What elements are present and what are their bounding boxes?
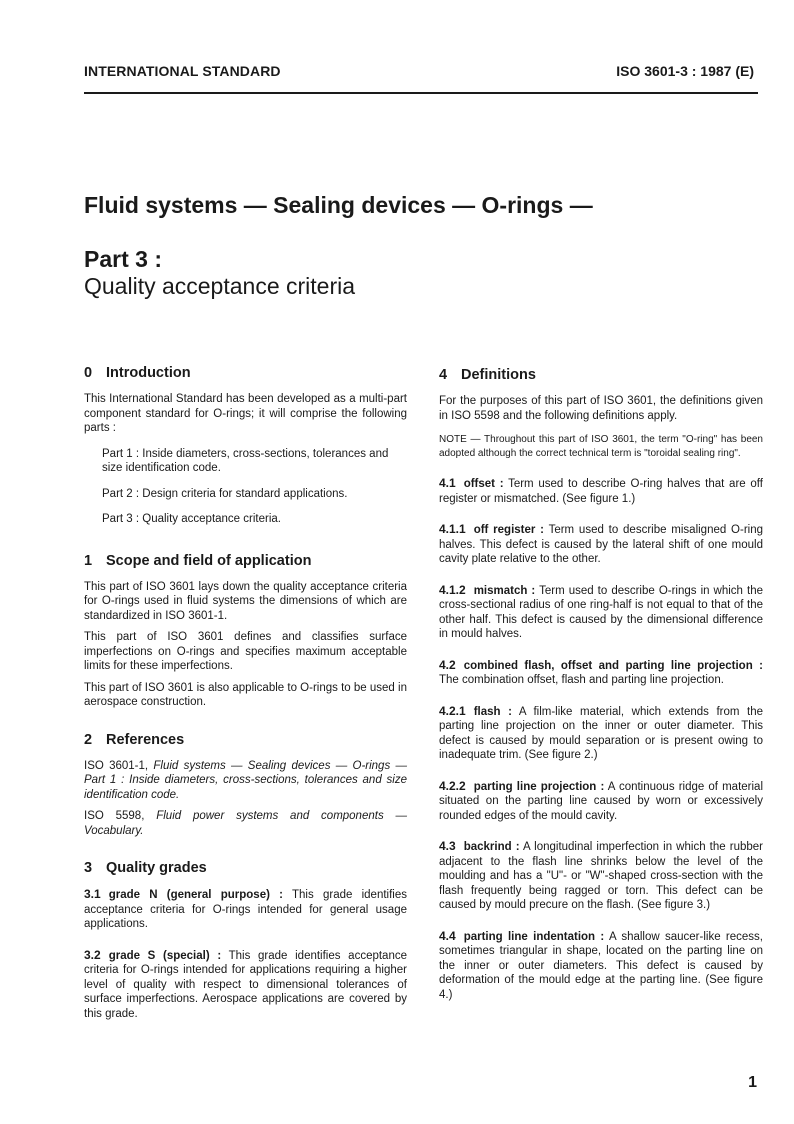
intro-paragraph: This International Standard has been developed as a multi-part component standard for O-rings; it will comprise the following parts : bbox=[84, 393, 407, 434]
intro-part-2: Part 2 : Design criteria for standard applications. bbox=[102, 487, 348, 500]
definition-combined-flash: 4.2 combined flash, offset and parting line projection : The combination offset, flash and parting line projection. bbox=[439, 657, 763, 686]
scope-paragraph-2: This part of ISO 3601 defines and classifies surface imperfections on O-rings and specifies maximum acceptable limits for these imperfections. bbox=[84, 631, 407, 672]
section-heading-introduction: 0 Introduction bbox=[84, 365, 191, 381]
scope-paragraph-1: This part of ISO 3601 lays down the quality acceptance criteria for O-rings used in fluid systems the dimensions of which are standardized in ISO 3601-1. bbox=[84, 580, 407, 622]
definition-parting-line-indentation: 4.4 parting line indentation : A shallow saucer-like recess, sometimes triangular in shape, located on the parting line on the inner or outer diameters. This defect is caused by deformation of the mould edge at the parting line. (See figure 4.) bbox=[439, 928, 763, 1001]
definition-offset: 4.1 offset : Term used to describe O-ring halves that are off register or mismatched. (See figure 1.) bbox=[439, 476, 763, 505]
section-heading-references: 2 References bbox=[84, 731, 185, 748]
scope-paragraph-3: This part of ISO 3601 is also applicable to O-rings to be used in aerospace construction. bbox=[84, 681, 407, 708]
spacer bbox=[84, 538, 407, 552]
definition-flash: 4.2.1 flash : A film-like material, which extends from the parting line projection on the inner or outer diameter. This defect is caused by mould separation or is present owing to inadequate trim. (See figure 2.) bbox=[439, 703, 763, 761]
document-title: Fluid systems — Sealing devices — O-rings — bbox=[84, 192, 593, 218]
definitions-note: NOTE — Throughout this part of ISO 3601, the term "O-ring" has been adopted although the correct technical term is "toroidal sealing ring". bbox=[439, 434, 763, 459]
spacer bbox=[84, 845, 407, 859]
intro-part-1: Part 1 : Inside diameters, cross-sections, tolerances and size identification code. bbox=[102, 447, 389, 474]
grade-s-definition: 3.2 grade S (special) : This grade identifies acceptance criteria for O-rings intended for applications requiring a higher level of quality with respect to dimensional tolerances of surface imperfections. Aerospace applications are covered by this grade. bbox=[84, 947, 407, 1020]
section-heading-definitions: 4 Definitions bbox=[439, 367, 536, 383]
intro-part-3: Part 3 : Quality acceptance criteria. bbox=[102, 513, 281, 525]
grade-n-definition: 3.1 grade N (general purpose) : This grade identifies acceptance criteria for O-rings intended for general usage applications. bbox=[84, 887, 407, 930]
definition-mismatch: 4.1.2 mismatch : Term used to describe O-rings in which the cross-sectional radius of one ring-half is not equal to that of the other half. This defect is caused by the dimensional difference in mould halves. bbox=[439, 582, 763, 640]
header-document-id: ISO 3601-3 : 1987 (E) bbox=[616, 63, 754, 79]
page-number: 1 bbox=[748, 1074, 757, 1091]
left-column bbox=[84, 364, 407, 1028]
reference-iso-3601-1: ISO 3601-1, Fluid systems — Sealing devices — O-rings — Part 1 : Inside diameters, cross-sections, tolerances and size identification code. bbox=[84, 759, 407, 801]
header-rule bbox=[84, 92, 758, 94]
document-part: Part 3 : bbox=[84, 246, 162, 272]
section-heading-quality-grades: 3 Quality grades bbox=[84, 860, 207, 876]
definition-backrind: 4.3 backrind : A longitudinal imperfection in which the rubber adjacent to the flash line shrinks below the level of the moulding and has a "U"- or "W"-shaped cross-section with the flash frequently being ragged or torn. This defect can be caused by mould precure on the flash. (See figure 3.) bbox=[439, 839, 763, 911]
definition-parting-line-projection: 4.2.2 parting line projection : A continuous ridge of material situated on the parting line caused by worn or excessively rounded edges of the mould cavity. bbox=[439, 778, 764, 822]
spacer bbox=[84, 717, 407, 731]
section-heading-scope: 1 Scope and field of application bbox=[84, 552, 312, 569]
header-standard-type: INTERNATIONAL STANDARD bbox=[84, 63, 281, 79]
right-column bbox=[439, 366, 763, 1009]
reference-iso-5598: ISO 5598, Fluid power systems and components — Vocabulary. bbox=[84, 810, 407, 837]
definition-off-register: 4.1.1 off register : Term used to describe misaligned O-ring halves. This defect is caused by the lateral shift of one mould cavity plate relative to the other. bbox=[439, 522, 763, 565]
document-subtitle: Quality acceptance criteria bbox=[84, 273, 356, 299]
definitions-paragraph: For the purposes of this part of ISO 3601, the definitions given in ISO 5598 and the following definitions apply. bbox=[439, 395, 763, 422]
